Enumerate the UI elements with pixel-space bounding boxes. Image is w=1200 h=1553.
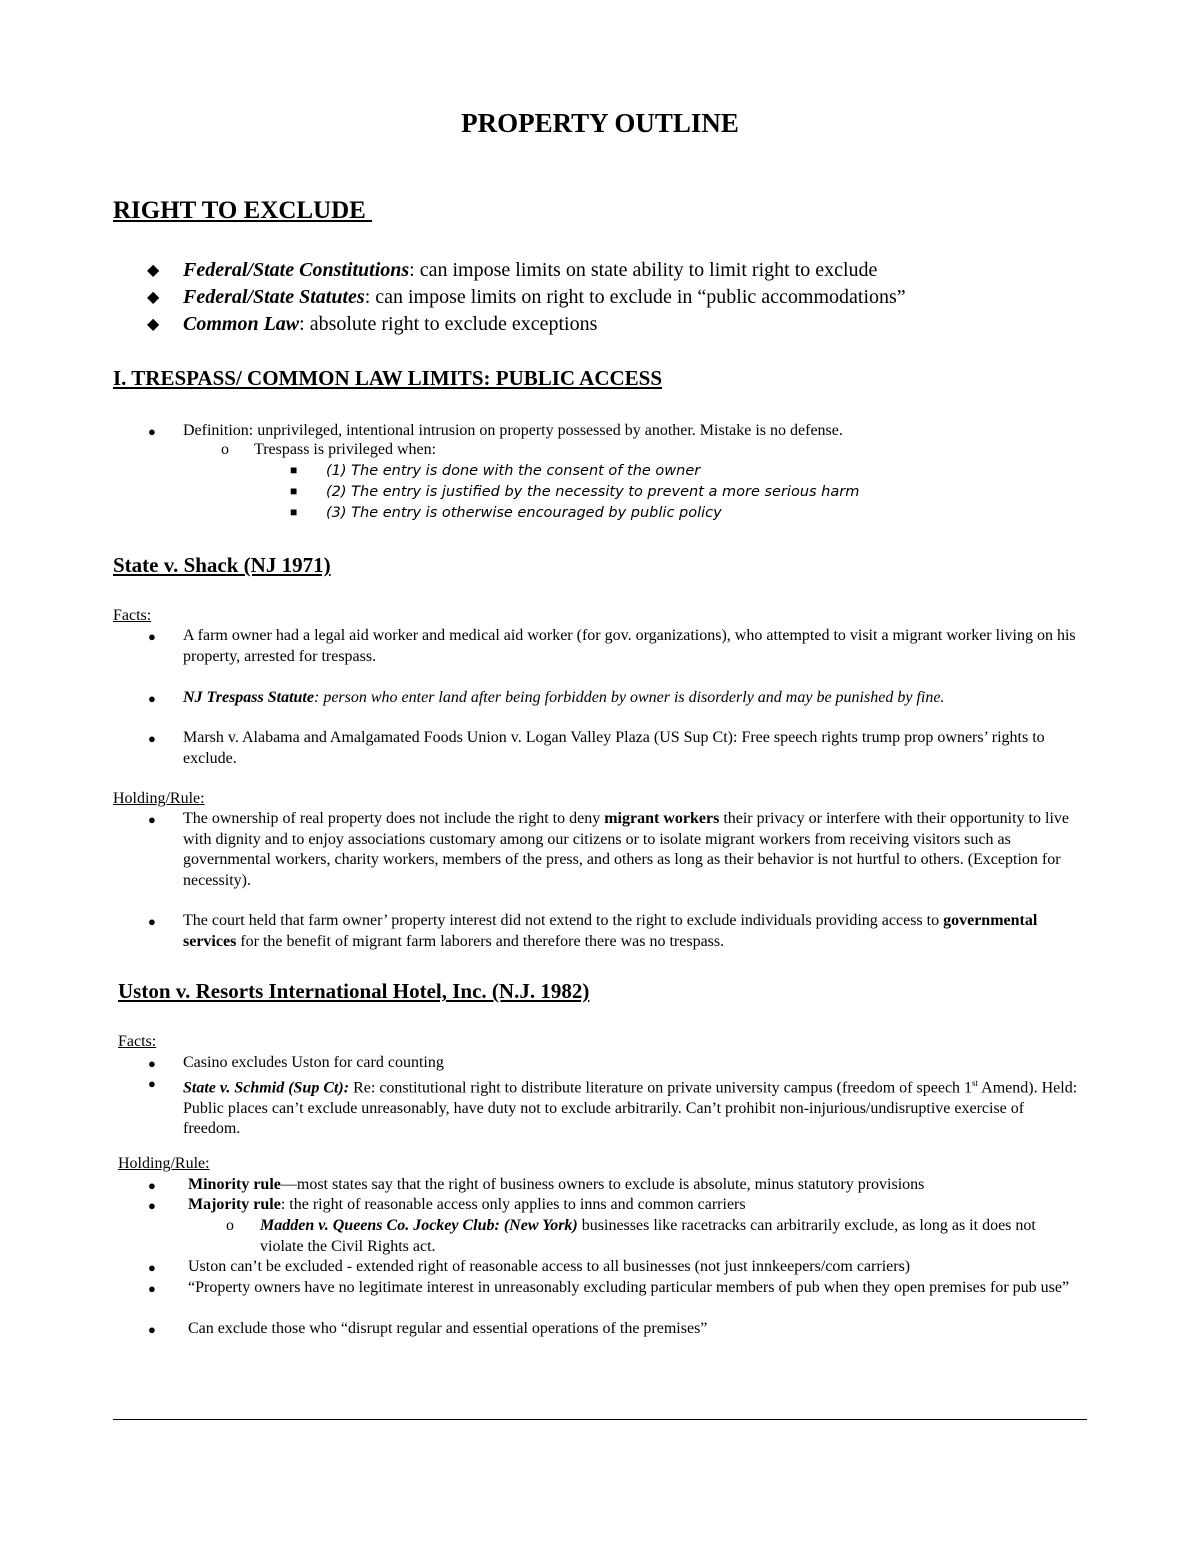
holding-text: their privacy or interfere with their opportunity to live with dignity and to enjoy associations customary among our citizens or to isolate migrant workers from receiving visitors such as governmental workers, charity workers, members of the press, and others as long as their behavior is not hurtful to others. (Exception for necessity). [183, 810, 1069, 889]
list-item-text: : absolute right to exclude exceptions [299, 313, 598, 335]
schmid-case: State v. Schmid (Sup Ct): [183, 1079, 350, 1097]
bullet-icon: ● [148, 1056, 156, 1071]
holding-bold: governmental services [183, 912, 1038, 950]
minority-text: —most states say that the right of business owners to exclude is absolute, minus statutory provisions [280, 1176, 925, 1193]
list-item [147, 311, 906, 338]
case-title-shack: State v. Shack (NJ 1971) [113, 553, 331, 577]
bullet-icon: ● [148, 731, 156, 746]
shack-fact: A farm owner had a legal aid worker and medical aid worker (for gov. organizations), who attempted to visit a migrant worker living on his property, arrested for trespass. [183, 627, 1076, 665]
holding-text: The ownership of real property does not include the right to deny [183, 810, 605, 827]
uston-majority [188, 1195, 1088, 1216]
diamond-bullet-icon: ◆ [147, 289, 160, 306]
uston-madden [260, 1216, 1080, 1257]
bullet-icon: ● [148, 914, 156, 929]
list-item-text: : can impose limits on state ability to limit right to exclude [409, 259, 878, 281]
list-item-term: Federal/State Constitutions [183, 259, 410, 281]
schmid-text: Re: constitutional right to distribute literature on private university campus (freedom of speech 1 [349, 1079, 973, 1097]
trespass-condition: (1) The entry is done with the consent of the owner [326, 463, 701, 479]
bullet-icon: ● [148, 424, 156, 439]
bullet-icon: ● [148, 1198, 156, 1213]
uston-fact: Casino excludes Uston for card counting [183, 1054, 444, 1071]
trespass-privileged-intro: Trespass is privileged when: [254, 441, 437, 458]
holding-label: Holding/Rule: [113, 790, 205, 807]
bullet-icon: ● [148, 1281, 156, 1296]
bullet-icon: ● [148, 1076, 156, 1091]
holding-text: for the benefit of migrant farm laborers and therefore there was no trespass. [236, 932, 725, 950]
circle-bullet-icon: o [221, 441, 229, 458]
page-title: PROPERTY OUTLINE [461, 108, 739, 138]
statute-term: NJ Trespass Statute [183, 689, 314, 706]
list-item-term: Common Law [183, 313, 300, 335]
square-bullet-icon: ■ [290, 463, 298, 477]
minority-term: Minority rule [188, 1176, 281, 1193]
madden-text: businesses like racetracks can arbitrarily exclude, as long as it does not violate the Civil Rights act. [260, 1217, 1036, 1255]
circle-bullet-icon: o [226, 1217, 234, 1234]
trespass-definition: Definition: unprivileged, intentional intrusion on property possessed by another. Mistake is no defense. [183, 422, 843, 439]
section-heading-right-to-exclude: RIGHT TO EXCLUDE [113, 197, 373, 224]
shack-marsh: Marsh v. Alabama and Amalgamated Foods Union v. Logan Valley Plaza (US Sup Ct): Free speech rights trump prop owners’ rights to exclude. [183, 729, 1045, 767]
majority-term: Majority rule [188, 1196, 281, 1213]
uston-schmid [183, 1073, 1083, 1140]
majority-text: : the right of reasonable access only applies to inns and common carriers [280, 1196, 746, 1213]
uston-disrupt: Can exclude those who “disrupt regular and essential operations of the premises” [188, 1320, 708, 1337]
bullet-icon: ● [148, 629, 156, 644]
holding-text: The court held that farm owner’ property interest did not extend to the right to exclude individuals providing access to [183, 912, 944, 929]
right-to-exclude-list [147, 257, 906, 338]
madden-case: Madden v. Queens Co. Jockey Club: (New York) [260, 1217, 578, 1234]
list-item-term: Federal/State Statutes [183, 286, 365, 308]
uston-minority [188, 1175, 1088, 1196]
list-item-text: : can impose limits on right to exclude in “public accommodations” [364, 286, 906, 308]
list-item [147, 257, 906, 284]
bullet-icon: ● [148, 1322, 156, 1337]
shack-statute [183, 688, 1083, 709]
section-heading-trespass: I. TRESPASS/ COMMON LAW LIMITS: PUBLIC ACCESS [113, 366, 663, 390]
holding-bold: migrant workers [604, 810, 720, 827]
bullet-icon: ● [148, 812, 156, 827]
square-bullet-icon: ■ [290, 484, 298, 498]
footer-rule [113, 1419, 1087, 1420]
trespass-condition: (2) The entry is justified by the necessity to prevent a more serious harm [326, 484, 860, 500]
facts-label: Facts: [118, 1033, 157, 1050]
square-bullet-icon: ■ [290, 505, 298, 519]
bullet-icon: ● [148, 1178, 156, 1193]
trespass-condition: (3) The entry is otherwise encouraged by public policy [326, 505, 722, 521]
schmid-text: Amend). Held: Public places can’t exclude unreasonably, have duty not to exclude arbitrarily. Can’t prohibit non-injurious/undisruptive exercise of freedom. [183, 1079, 1078, 1138]
uston-extended: Uston can’t be excluded - extended right of reasonable access to all businesses (not just innkeepers/com carriers) [188, 1258, 911, 1275]
bullet-icon: ● [148, 1260, 156, 1275]
diamond-bullet-icon: ◆ [147, 316, 160, 333]
case-title-uston: Uston v. Resorts International Hotel, Inc. (N.J. 1982) [118, 979, 590, 1003]
uston-quote: “Property owners have no legitimate interest in unreasonably excluding particular members of pub when they open premises for pub use” [188, 1279, 1070, 1296]
schmid-sup: st [972, 1078, 979, 1088]
bullet-icon: ● [148, 691, 156, 706]
shack-holding-2 [183, 911, 1063, 952]
facts-label: Facts: [113, 607, 152, 624]
list-item [147, 284, 906, 311]
holding-label: Holding/Rule: [118, 1155, 210, 1172]
shack-holding-1 [183, 809, 1083, 891]
statute-text: : person who enter land after being forbidden by owner is disorderly and may be punished by fine. [313, 689, 945, 706]
diamond-bullet-icon: ◆ [147, 262, 160, 279]
